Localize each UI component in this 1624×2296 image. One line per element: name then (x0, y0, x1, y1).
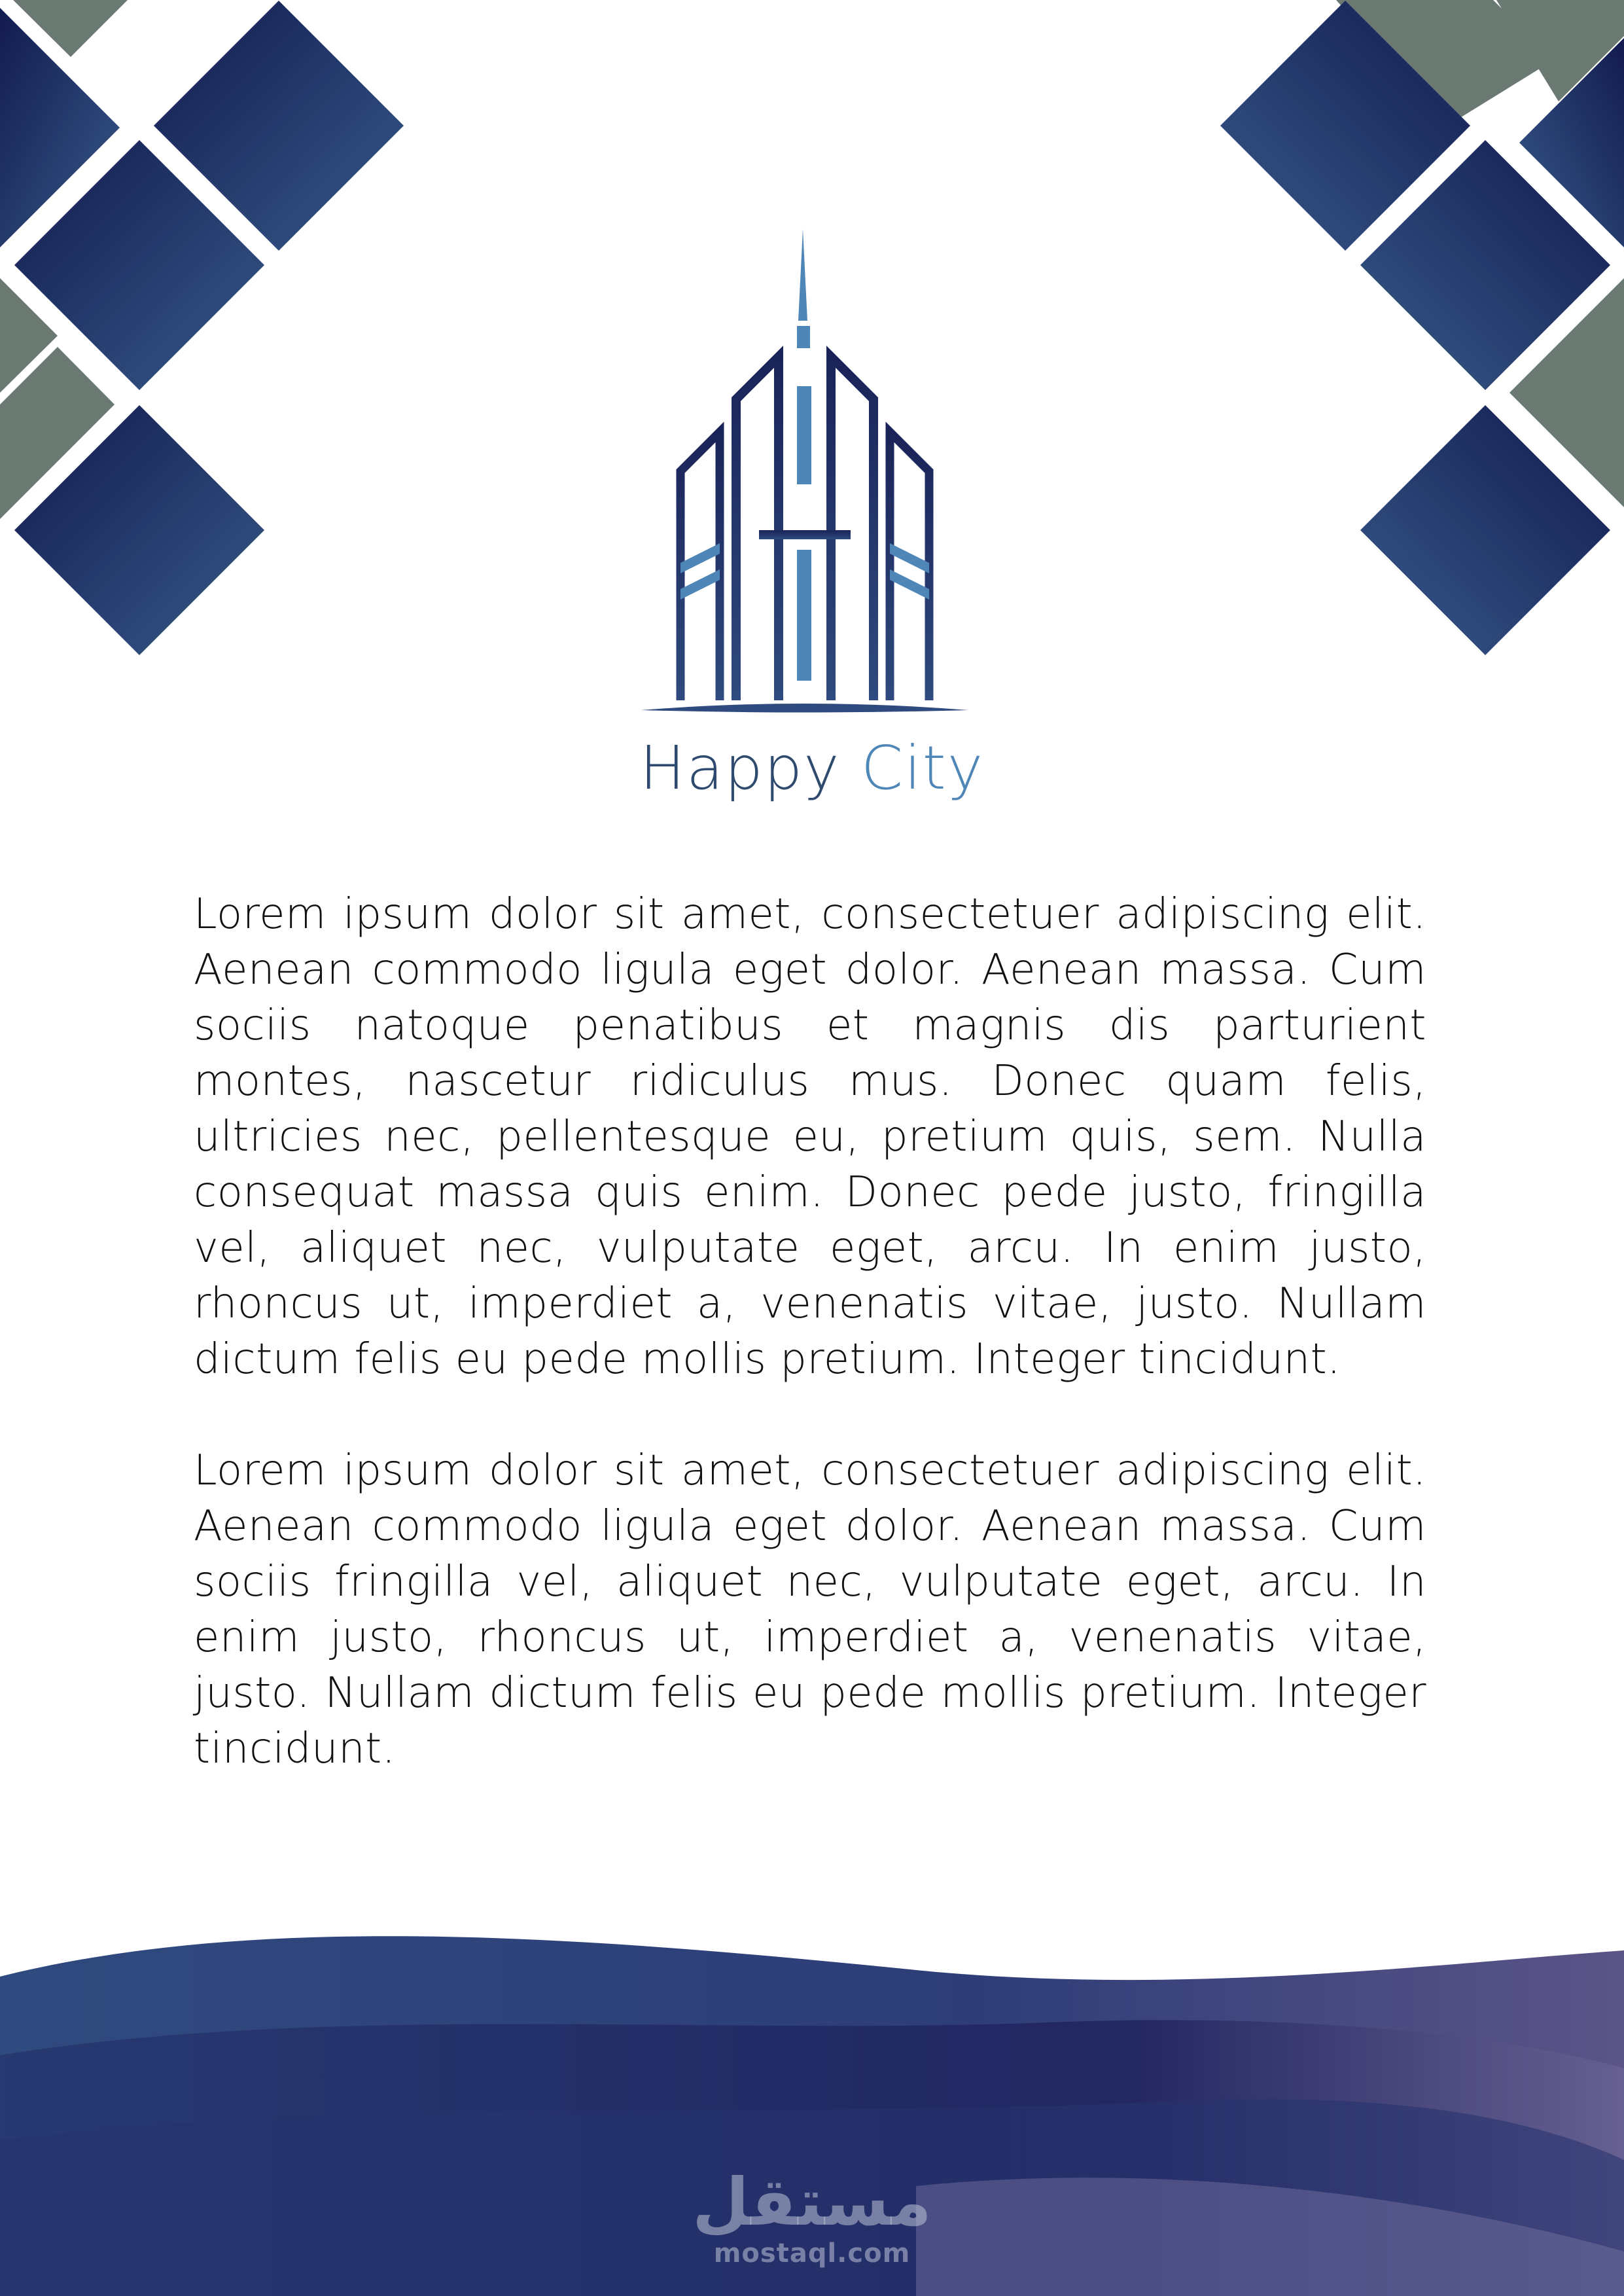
brand-name (0, 733, 1624, 803)
decorative-diamonds-left (0, 0, 419, 661)
paragraph-1: Lorem ipsum dolor sit amet, consectetuer adipiscing elit. Aenean commodo ligula eget dolor. Aenean massa. Cum sociis natoque penatibus et magnis dis parturient montes, nascetur ridiculus mus. Donec quam felis, ultricies nec, pellentesque eu, pretium quis, sem. Nulla consequat massa quis enim. Donec pede justo, fringilla vel, aliquet nec, vulputate eget, arcu. In enim justo, rhoncus ut, imperdiet a, venenatis vitae, justo. Nullam dictum felis eu pede mollis pretium. Integer tincidunt. (194, 890, 1426, 1384)
brand-word-happy: Happy (639, 733, 841, 803)
paragraph-2: Lorem ipsum dolor sit amet, consectetuer adipiscing elit. Aenean commodo ligula eget dolor. Aenean massa. Cum sociis fringilla vel, aliquet nec, vulputate eget, arcu. In enim justo, rhoncus ut, imperdiet a, venenatis vitae, justo. Nullam dictum felis eu pede mollis pretium. Integer tincidunt. (194, 1446, 1426, 1773)
watermark-latin: mostaql.com (713, 2238, 911, 2269)
body-text (194, 887, 1426, 1833)
brand-word-city: City (860, 733, 985, 803)
watermark-arabic: مستقل (692, 2164, 932, 2240)
watermark (654, 2166, 970, 2269)
skyscraper-icon (635, 223, 975, 726)
decorative-diamonds-right (1205, 0, 1624, 661)
